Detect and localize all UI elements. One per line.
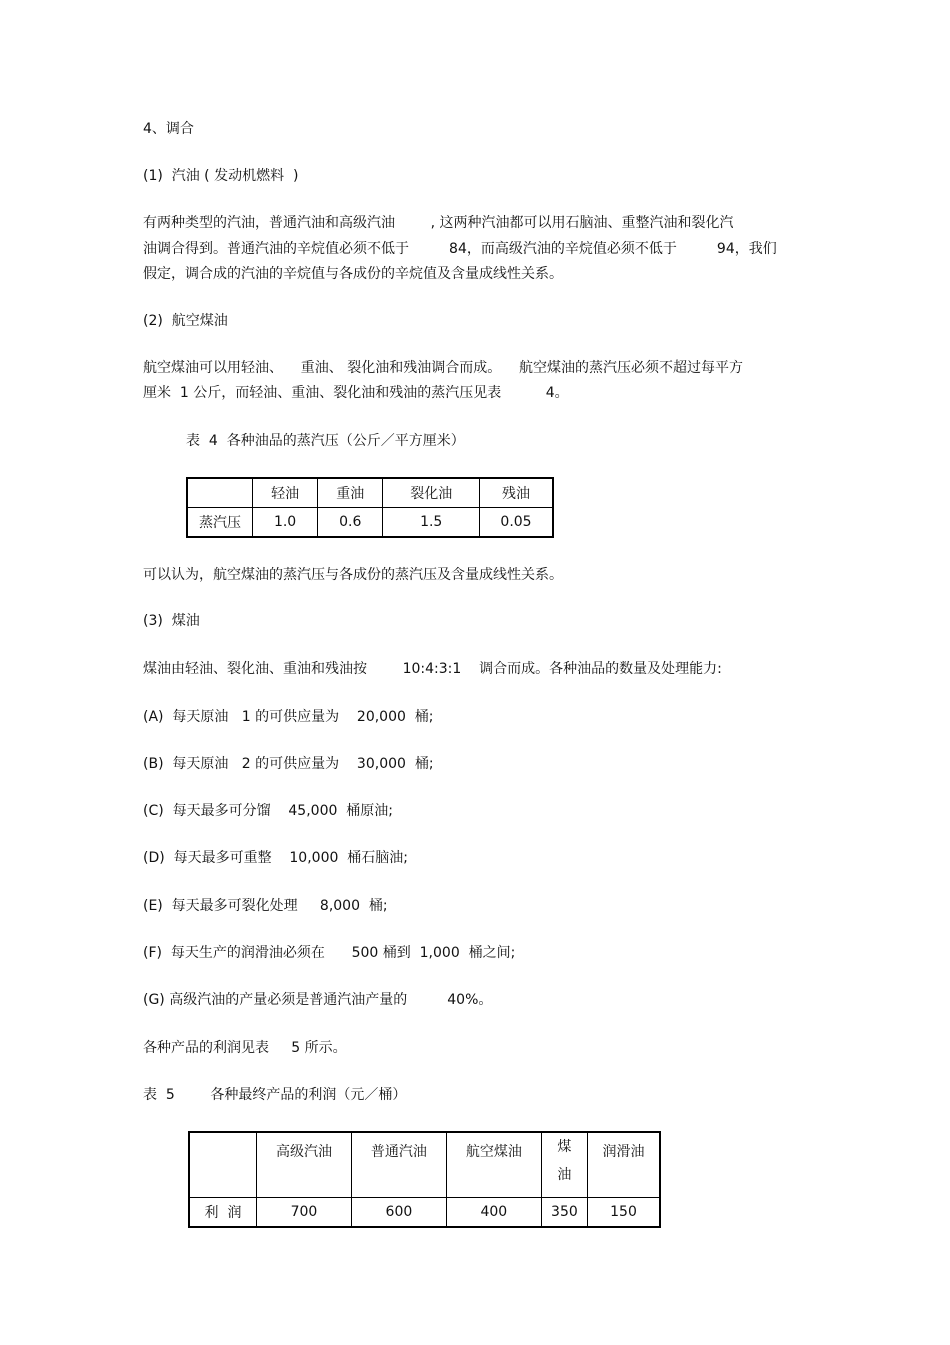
constraint-item: (C) 每天最多可分馏 45,000 桶原油; (143, 803, 394, 819)
table-cell (189, 1132, 257, 1198)
table-cell: 润滑油 (588, 1132, 661, 1198)
table-cell: 重油 (318, 478, 383, 508)
table-cell (187, 478, 253, 508)
paragraph-line: 各种产品的利润见表 5 所示。 (143, 1040, 347, 1056)
table4-caption: 表 4 各种油品的蒸汽压（公斤／平方厘米） (186, 433, 465, 449)
profit-table (188, 1131, 661, 1228)
table-cell: 150 (588, 1198, 661, 1228)
table5-caption: 表 5 各种最终产品的利润（元／桶） (143, 1087, 407, 1103)
table-cell: 0.6 (318, 508, 383, 538)
paragraph-line: 煤油由轻油、裂化油、重油和残油按 10:4:3:1 调合而成。各种油品的数量及处理能力: (143, 661, 722, 677)
table-cell: 350 (541, 1198, 587, 1228)
table-header-row (189, 1132, 660, 1198)
constraint-item: (F) 每天生产的润滑油必须在 500 桶到 1,000 桶之间; (143, 945, 516, 961)
paragraph-line: 油调合得到。普通汽油的辛烷值必须不低于 84，而高级汽油的辛烷值必须不低于 94，我们 (143, 241, 777, 257)
paragraph-line: 有两种类型的汽油，普通汽油和高级汽油 , 这两种汽油都可以用石脑油、重整汽油和裂化汽 (143, 215, 734, 231)
constraint-item: (A) 每天原油 1 的可供应量为 20,000 桶; (143, 709, 434, 725)
table-cell: 0.05 (480, 508, 553, 538)
table-cell: 轻油 (253, 478, 318, 508)
table-cell: 600 (351, 1198, 446, 1228)
table-cell: 700 (257, 1198, 352, 1228)
paragraph-line: 厘米 1 公斤，而轻油、重油、裂化油和残油的蒸汽压见表 4。 (143, 385, 569, 401)
paragraph-line: 可以认为，航空煤油的蒸汽压与各成份的蒸汽压及含量成线性关系。 (143, 567, 563, 583)
table-cell: 1.0 (253, 508, 318, 538)
constraint-item: (E) 每天最多可裂化处理 8,000 桶; (143, 898, 388, 914)
subheading-jet-fuel: (2) 航空煤油 (143, 313, 228, 329)
table-cell: 普通汽油 (351, 1132, 446, 1198)
section-heading: 4、调合 (143, 121, 194, 137)
constraint-item: (B) 每天原油 2 的可供应量为 30,000 桶; (143, 756, 434, 772)
table-header-row (187, 478, 553, 508)
table-row (187, 508, 553, 538)
subheading-kerosene: (3) 煤油 (143, 613, 200, 629)
table-row (189, 1198, 660, 1228)
table-cell: 煤 油 (541, 1132, 587, 1198)
table-cell: 航空煤油 (446, 1132, 541, 1198)
table-cell: 利 润 (189, 1198, 257, 1228)
vapor-pressure-table (186, 477, 554, 538)
table-cell: 残油 (480, 478, 553, 508)
table-cell: 裂化油 (383, 478, 480, 508)
constraint-item: (G) 高级汽油的产量必须是普通汽油产量的 40%。 (143, 992, 493, 1008)
table-cell: 1.5 (383, 508, 480, 538)
constraint-item: (D) 每天最多可重整 10,000 桶石脑油; (143, 850, 409, 866)
paragraph-line: 假定，调合成的汽油的辛烷值与各成份的辛烷值及含量成线性关系。 (143, 266, 563, 282)
table-cell: 高级汽油 (257, 1132, 352, 1198)
table-cell: 400 (446, 1198, 541, 1228)
table-cell: 蒸汽压 (187, 508, 253, 538)
paragraph-line: 航空煤油可以用轻油、 重油、 裂化油和残油调合而成。 航空煤油的蒸汽压必须不超过每平方 (143, 360, 744, 376)
subheading-gasoline: (1) 汽油 ( 发动机燃料 ) (143, 168, 299, 184)
